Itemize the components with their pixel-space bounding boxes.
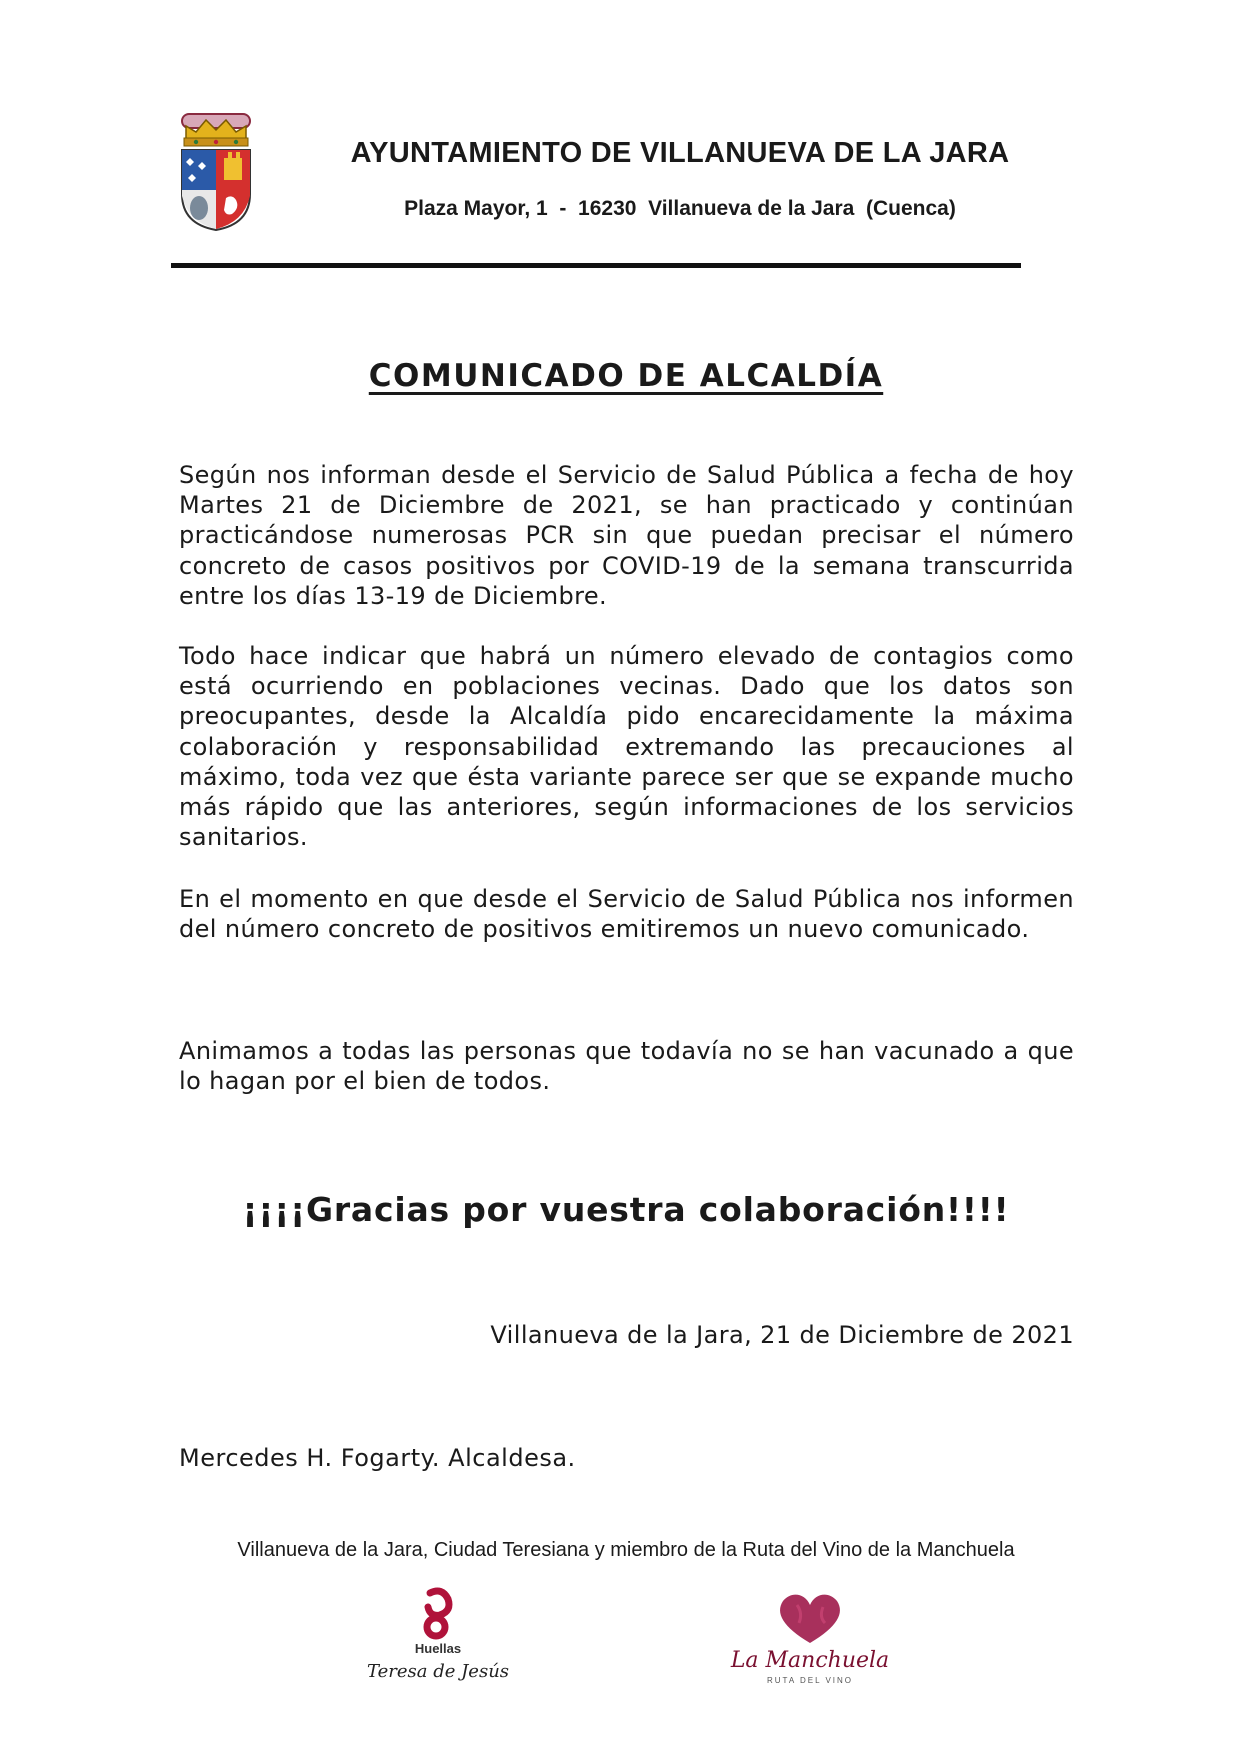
body-paragraph-2: Todo hace indicar que habrá un número elevado de contagios como está ocurriendo en poblaciones vecinas. Dado que los datos son preocupantes, desde la Alcaldía pido encarecidamente la máxima colaboración y responsabilidad extremando las precauciones al máximo, toda vez que ésta variante parece ser que se expande mucho más rápido que las anteriores, según informaciones de los servicios sanitarios. [179, 642, 1074, 852]
date-line: Villanueva de la Jara, 21 de Diciembre de 2021 [490, 1321, 1074, 1349]
coat-of-arms-icon [176, 112, 256, 232]
organization-address: Plaza Mayor, 1 - 16230 Villanueva de la Jara (Cuenca) [404, 197, 956, 220]
thanks-line: ¡¡¡¡Gracias por vuestra colaboración!!!! [242, 1190, 1010, 1229]
svg-text:La Manchuela: La Manchuela [730, 1648, 890, 1673]
svg-text:Huellas: Huellas [414, 1641, 462, 1656]
document-title: COMUNICADO DE ALCALDÍA [368, 358, 884, 394]
la-manchuela-logo [730, 1585, 890, 1695]
signature-line: Mercedes H. Fogarty. Alcaldesa. [179, 1444, 576, 1472]
header-divider [171, 263, 1021, 268]
svg-text:Teresa de Jesús: Teresa de Jesús [366, 1661, 510, 1682]
organization-name: AYUNTAMIENTO DE VILLANUEVA DE LA JARA [350, 137, 1010, 169]
svg-text:RUTA DEL VINO: RUTA DEL VINO [766, 1676, 854, 1685]
huellas-logo [366, 1585, 510, 1695]
body-paragraph-1: Según nos informan desde el Servicio de Salud Pública a fecha de hoy Martes 21 de Diciembre de 2021, se han practicado y continúan practicándose numerosas PCR sin que puedan precisar el número concreto de casos positivos por COVID-19 de la semana transcurrida entre los días 13-19 de Diciembre. [179, 461, 1074, 610]
body-paragraph-4: Animamos a todas las personas que todavía no se han vacunado a que lo hagan por el bien de todos. [179, 1037, 1074, 1096]
footer-text: Villanueva de la Jara, Ciudad Teresiana y miembro de la Ruta del Vino de la Manchuela [237, 1539, 1015, 1561]
body-paragraph-3: En el momento en que desde el Servicio de Salud Pública nos informen del número concreto de positivos emitiremos un nuevo comunicado. [179, 885, 1074, 944]
